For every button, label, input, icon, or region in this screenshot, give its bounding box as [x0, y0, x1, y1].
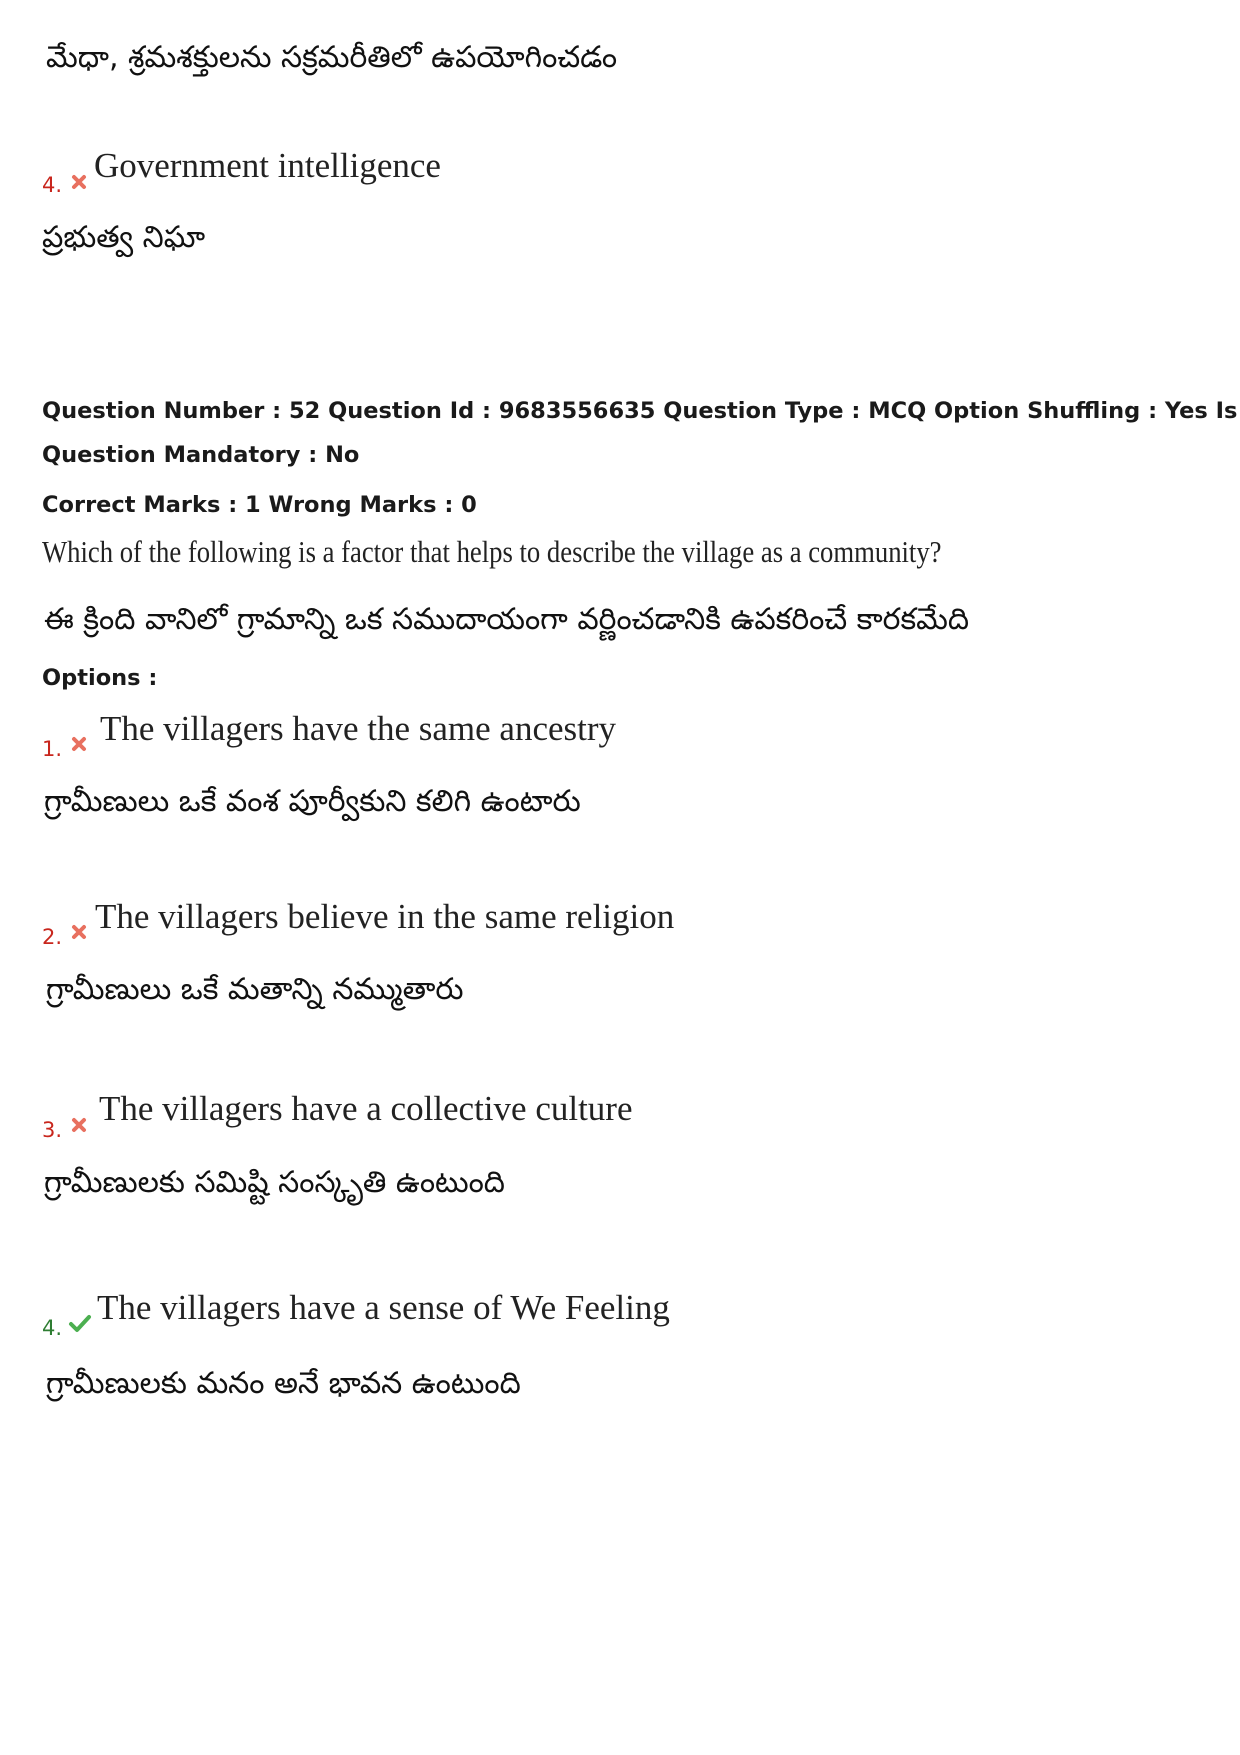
check-icon [68, 1313, 92, 1333]
cross-icon [69, 922, 89, 942]
option-3-telugu: గ్రామీణులకు సమిష్టి సంస్కృతి ఉంటుంది [44, 1165, 505, 1200]
option-4-english: The villagers have a sense of We Feeling [97, 1288, 670, 1327]
options-label: Options : [42, 665, 158, 691]
option-4-number: 4. [42, 1316, 63, 1340]
option-3-english: The villagers have a collective culture [99, 1089, 633, 1128]
prev-option-4-telugu: ప్రభుత్వ నిఘా [42, 220, 206, 255]
question-text-telugu: ఈ క్రింది వానిలో గ్రామాన్ని ఒక సముదాయంగా వర్ణించడానికి ఉపకరించే కారకమేది [44, 602, 970, 637]
option-1-telugu: గ్రామీణులు ఒకే వంశ పూర్వీకుని కలిగి ఉంటారు [44, 784, 581, 819]
question-meta-line-1: Question Number : 52 Question Id : 9683556635 Question Type : MCQ Option Shuffling : Yes Is [42, 398, 1238, 424]
prev-option-4-number: 4. [42, 173, 63, 197]
question-text-english: Which of the following is a factor that helps to describe the village as a community? [42, 534, 942, 569]
option-3-number: 3. [42, 1118, 63, 1142]
option-1-english: The villagers have the same ancestry [100, 709, 617, 748]
prev-option-4-english: Government intelligence [94, 146, 441, 185]
cross-icon [69, 1115, 89, 1135]
option-1-number: 1. [42, 737, 63, 761]
question-marks: Correct Marks : 1 Wrong Marks : 0 [42, 492, 477, 518]
option-2-english: The villagers believe in the same religion [95, 897, 675, 936]
option-4-telugu: గ్రామీణులకు మనం అనే భావన ఉంటుంది [46, 1366, 521, 1401]
cross-icon [69, 172, 89, 192]
prev-option-3-telugu: మేధా, శ్రమశక్తులను సక్రమరీతిలో ఉపయోగించడం [46, 40, 618, 75]
cross-icon [69, 734, 89, 754]
option-2-number: 2. [42, 925, 63, 949]
option-2-telugu: గ్రామీణులు ఒకే మతాన్ని నమ్ముతారు [46, 972, 464, 1007]
question-meta-line-2: Question Mandatory : No [42, 442, 360, 468]
